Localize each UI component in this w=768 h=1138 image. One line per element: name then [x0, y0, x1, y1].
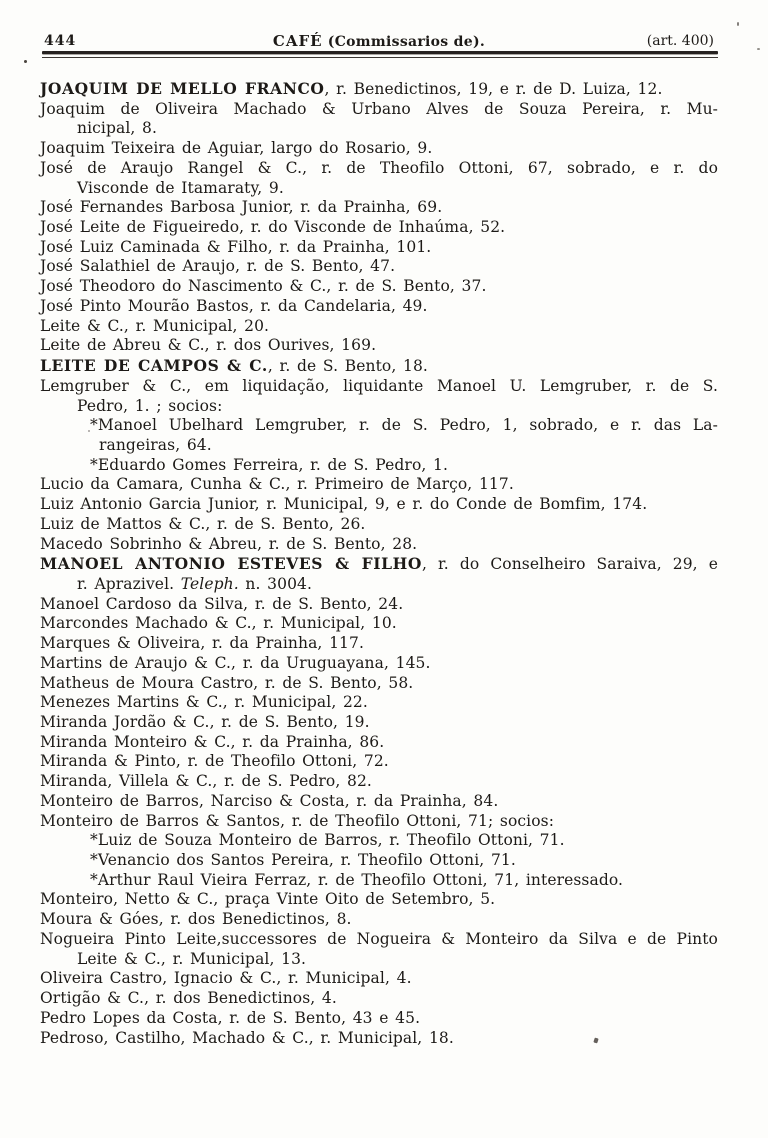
entry-text: Miranda, Villela & C., r. de S. Pedro, 82. [40, 772, 372, 791]
directory-entry-line [40, 356, 718, 377]
entry-text: nicipal, 8. [77, 119, 158, 138]
directory-entry-line [40, 79, 718, 100]
directory-entry-line [40, 554, 718, 575]
entry-text: Luiz de Mattos & C., r. de S. Bento, 26. [40, 514, 366, 533]
directory-entry-line [40, 634, 718, 654]
directory-entry-line [40, 535, 718, 555]
entry-text: *Manoel Ubelhard Lemgruber, r. de S. Pedro, 1, sobrado, e r. das La- [90, 416, 718, 435]
entry-text: rangeiras, 64. [99, 435, 212, 454]
directory-entry-line [40, 475, 718, 495]
entry-text: Monteiro de Barros, Narciso & Costa, r. da Prainha, 84. [40, 791, 499, 810]
directory-entry-line [40, 693, 718, 713]
directory-entry-line [40, 733, 718, 753]
directory-entry-line [40, 317, 718, 337]
directory-entry-line [40, 792, 718, 812]
entry-name-bold: MANOEL ANTONIO ESTEVES & FILHO [40, 554, 422, 574]
entry-text: *Arthur Raul Vieira Ferraz, r. de Theofilo Ottoni, 71, interessado. [90, 870, 624, 889]
entry-text: Nogueira Pinto Leite,successores de Nogueira & Monteiro da Silva e de Pinto [40, 929, 718, 948]
directory-entry-line [40, 930, 718, 950]
entry-text: José Theodoro do Nascimento & C., r. de S. Bento, 37. [40, 277, 487, 296]
directory-entry-line [40, 238, 718, 258]
entry-text: n. 3004. [238, 574, 313, 593]
entry-text: Lucio da Camara, Cunha & C., r. Primeiro de Março, 117. [40, 475, 514, 494]
page-number: 444 [44, 33, 77, 49]
entry-name-bold: LEITE DE CAMPOS & C. [40, 356, 268, 376]
directory-entry-line [40, 969, 718, 989]
entry-text: Joaquim de Oliveira Machado & Urbano Alves de Souza Pereira, r. Mu- [40, 99, 718, 118]
entry-text: Manoel Cardoso da Silva, r. de S. Bento, 24. [40, 594, 404, 613]
entry-text: Miranda Monteiro & C., r. da Prainha, 86. [40, 732, 385, 751]
directory-entry-line [40, 910, 718, 930]
directory-entry-line [40, 416, 718, 436]
entry-text: Macedo Sobrinho & Abreu, r. de S. Bento, 28. [40, 534, 418, 553]
entry-text: Leite & C., r. Municipal, 20. [40, 316, 270, 335]
entry-text: José de Araujo Rangel & C., r. de Theofilo Ottoni, 67, sobrado, e r. do [40, 158, 718, 177]
entry-text: , r. de S. Bento, 18. [267, 357, 428, 376]
entry-text: Joaquim Teixeira de Aguiar, largo do Rosario, 9. [40, 139, 433, 158]
entry-text: Monteiro de Barros & Santos, r. de Theofilo Ottoni, 71; socios: [40, 811, 555, 830]
entry-text: Pedro, 1. ; socios: [77, 396, 223, 415]
page-header [44, 33, 714, 49]
directory-entry-line [40, 890, 718, 910]
entry-name-bold: JOAQUIM DE MELLO FRANCO [40, 79, 325, 98]
entry-text-italic: Teleph. [180, 574, 239, 593]
directory-entry-line [40, 614, 718, 634]
directory-entry-line [40, 575, 718, 595]
directory-lines [40, 79, 718, 1048]
entry-text: José Fernandes Barbosa Junior, r. da Prainha, 69. [40, 198, 443, 217]
directory-entry-line [40, 989, 718, 1009]
entry-text: Luiz Antonio Garcia Junior, r. Municipal, 9, e r. do Conde de Bomfim, 174. [40, 495, 648, 514]
directory-entry-line [40, 595, 718, 615]
directory-entry-line [40, 397, 718, 417]
entry-text: José Leite de Figueiredo, r. do Visconde de Inhaúma, 52. [40, 218, 506, 237]
entry-text: Martins de Araujo & C., r. da Uruguayana, 145. [40, 653, 431, 672]
directory-entry-line [40, 772, 718, 792]
directory-entry-line [40, 297, 718, 317]
scan-speck [737, 22, 739, 26]
header-title-main: CAFÉ [272, 32, 323, 50]
entry-text: Pedro Lopes da Costa, r. de S. Bento, 43 e 45. [40, 1008, 421, 1027]
directory-entry-line [40, 654, 718, 674]
entry-text: Moura & Góes, r. dos Benedictinos, 8. [40, 910, 352, 929]
article-reference: (art. 400) [646, 33, 714, 49]
entry-text: , r. do Conselheiro Saraiva, 29, e [421, 555, 718, 574]
directory-entry-line [40, 179, 718, 199]
directory-entry-line [40, 100, 718, 120]
directory-entry-line [40, 495, 718, 515]
entry-text: Miranda & Pinto, r. de Theofilo Ottoni, 72. [40, 752, 389, 771]
entry-text: Menezes Martins & C., r. Municipal, 22. [40, 693, 368, 712]
directory-entry-line [40, 674, 718, 694]
directory-entry-line [40, 336, 718, 356]
directory-entry-line [40, 713, 718, 733]
entry-text: Leite & C., r. Municipal, 13. [77, 949, 307, 968]
header-title-sub: (Commissarios de). [327, 34, 486, 50]
directory-entry-line [40, 456, 718, 476]
directory-entry-line [40, 139, 718, 159]
entry-text: Marques & Oliveira, r. da Prainha, 117. [40, 634, 364, 653]
entry-text: r. Aprazivel. [77, 574, 181, 593]
scan-speck [757, 48, 760, 50]
directory-entry-line [40, 812, 718, 832]
directory-entry-line [40, 1029, 718, 1049]
directory-entry-line [40, 950, 718, 970]
directory-entry-line [40, 871, 718, 891]
entry-text: Ortigão & C., r. dos Benedictinos, 4. [40, 989, 337, 1008]
directory-entry-line [40, 752, 718, 772]
entry-text: Matheus de Moura Castro, r. de S. Bento, 58. [40, 673, 414, 692]
directory-entry-line [40, 436, 718, 456]
directory-entry-line [40, 1009, 718, 1029]
scan-speck [24, 60, 27, 63]
entry-text: Marcondes Machado & C., r. Municipal, 10. [40, 614, 397, 633]
entry-text: Leite de Abreu & C., r. dos Ourives, 169. [40, 336, 377, 355]
page-header-title [44, 33, 714, 50]
directory-entry-line [40, 119, 718, 139]
directory-entry-line [40, 377, 718, 397]
directory-entry-line [40, 198, 718, 218]
entry-text: José Luiz Caminada & Filho, r. da Prainha, 101. [40, 237, 432, 256]
entry-text: *Luiz de Souza Monteiro de Barros, r. Theofilo Ottoni, 71. [90, 831, 565, 850]
entry-text: *Venancio dos Santos Pereira, r. Theofilo Ottoni, 71. [90, 851, 516, 870]
directory-entry-line [40, 851, 718, 871]
directory-entry-line [40, 277, 718, 297]
directory-entry-line [40, 159, 718, 179]
entry-text: José Pinto Mourão Bastos, r. da Candelaria, 49. [40, 296, 428, 315]
entry-text: José Salathiel de Araujo, r. de S. Bento, 47. [40, 257, 396, 276]
entry-text: Oliveira Castro, Ignacio & C., r. Municipal, 4. [40, 969, 412, 988]
entry-text: Lemgruber & C., em liquidação, liquidante Manoel U. Lemgruber, r. de S. [40, 376, 718, 395]
entry-text: Miranda Jordão & C., r. de S. Bento, 19. [40, 713, 370, 731]
scan-speck [88, 430, 90, 432]
directory-entry-line [40, 831, 718, 851]
directory-entry-line [40, 257, 718, 277]
entry-text: Monteiro, Netto & C., praça Vinte Oito de Setembro, 5. [40, 890, 496, 909]
directory-entry-line [40, 218, 718, 238]
entry-text: , r. Benedictinos, 19, e r. de D. Luiza, 12. [324, 80, 663, 98]
header-rule-thin [42, 57, 718, 58]
header-rule-thick [42, 51, 718, 54]
entry-text: Visconde de Itamaraty, 9. [77, 178, 284, 197]
directory-entry-line [40, 515, 718, 535]
entry-text: Pedroso, Castilho, Machado & C., r. Municipal, 18. [40, 1028, 454, 1047]
entry-text: *Eduardo Gomes Ferreira, r. de S. Pedro, 1. [90, 455, 449, 474]
